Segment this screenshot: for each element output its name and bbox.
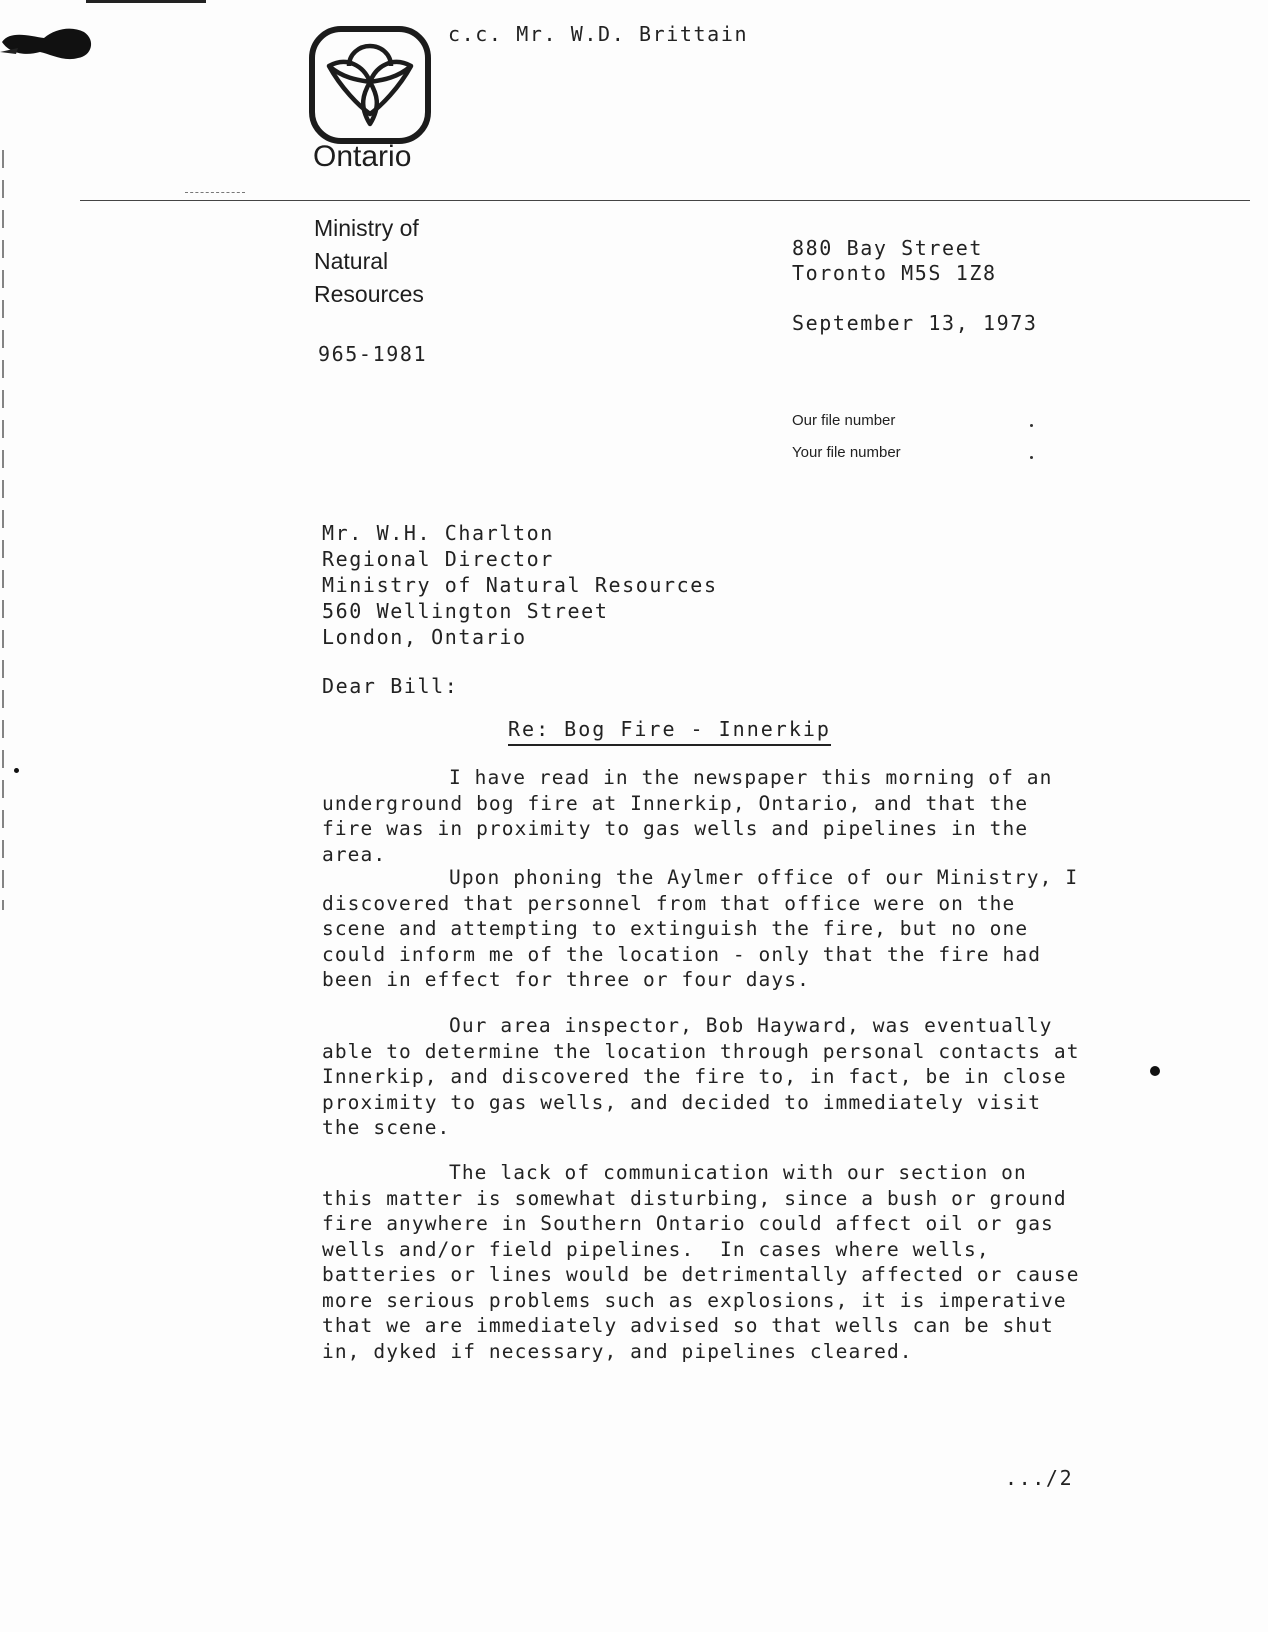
ink-speck <box>1150 1066 1160 1076</box>
cc-line: c.c. Mr. W.D. Brittain <box>448 22 749 46</box>
phone-number: 965-1981 <box>318 342 428 366</box>
body-paragraph <box>322 765 1082 867</box>
recipient-line: Regional Director <box>322 547 554 571</box>
page-continuation: .../2 <box>1005 1466 1074 1490</box>
ontario-trillium-logo-icon <box>309 26 431 144</box>
paragraph-text: The lack of communication with our section on this matter is somewhat disturbing, since a bush or ground fire anywhere in Southern Ontario could affect oil or gas wells and/or field pipelines. In cases where wells, batteries or lines would be detrimentally affected or cause more serious problems such as explosions, it is imperative that we are immediately advised so that wells can be shut in, dyked if necessary, and pipelines cleared. <box>322 1161 1093 1363</box>
our-file-number-label: Our file number <box>792 412 896 429</box>
your-file-number-label: Your file number <box>792 444 901 461</box>
subject-line: Re: Bog Fire - Innerkip <box>508 717 831 746</box>
paragraph-text: Upon phoning the Aylmer office of our Ministry, I discovered that personnel from that office were on the scene and attempting to extinguish the fire, but no one could inform me of the location - only that the fire had been in effect for three or four days. <box>322 866 1092 991</box>
recipient-line: 560 Wellington Street <box>322 599 609 623</box>
sender-address <box>792 236 997 286</box>
paragraph-text: I have read in the newspaper this morning of an underground bog fire at Innerkip, Ontario, and that the fire was in proximity to gas wells and pipelines in the area. <box>322 766 1066 866</box>
file-number-dot <box>1030 424 1033 427</box>
recipient-address <box>322 520 718 650</box>
recipient-line: Ministry of Natural Resources <box>322 573 718 597</box>
file-number-dot <box>1030 456 1033 459</box>
address-line: 880 Bay Street <box>792 236 983 260</box>
letterhead-divider <box>80 200 1250 201</box>
paragraph-text: Our area inspector, Bob Hayward, was eventually able to determine the location through personal contacts at Innerkip, and discovered the fire to, in fact, be in close proximity to gas wells, and decided to immediately visit the scene. <box>322 1014 1093 1139</box>
ink-blot <box>0 22 96 62</box>
ministry-line: Resources <box>314 281 424 307</box>
body-paragraph <box>322 1013 1093 1141</box>
ministry-line: Ministry of <box>314 215 419 241</box>
ontario-wordmark: Ontario <box>313 140 412 173</box>
ministry-line: Natural <box>314 248 389 274</box>
salutation: Dear Bill: <box>322 674 459 698</box>
ink-speck <box>14 768 19 773</box>
scan-mark-top <box>86 0 206 3</box>
recipient-line: London, Ontario <box>322 625 527 649</box>
ministry-name <box>314 212 424 311</box>
letter-date: September 13, 1973 <box>792 311 1038 335</box>
recipient-line: Mr. W.H. Charlton <box>322 521 554 545</box>
body-paragraph <box>322 1160 1093 1364</box>
scan-edge-mark <box>2 150 4 910</box>
address-line: Toronto M5S 1Z8 <box>792 261 997 285</box>
divider-fragment <box>185 192 245 193</box>
body-paragraph <box>322 865 1092 993</box>
